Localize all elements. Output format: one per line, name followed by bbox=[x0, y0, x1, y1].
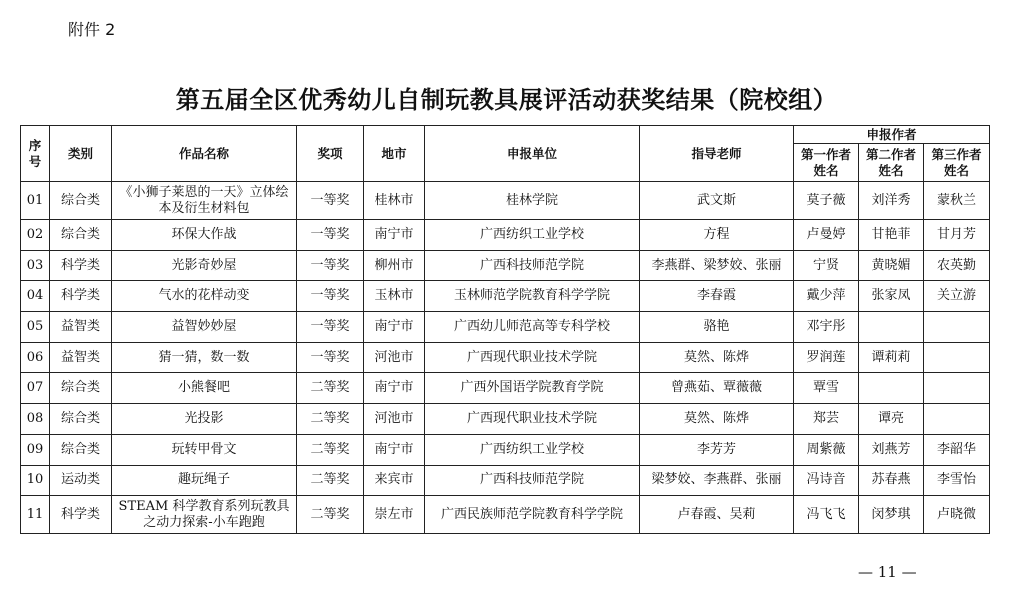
cell-seq: 11 bbox=[21, 496, 50, 534]
cell-category: 综合类 bbox=[50, 373, 112, 404]
cell-unit: 广西民族师范学院教育科学学院 bbox=[425, 496, 640, 534]
cell-city: 桂林市 bbox=[364, 182, 425, 220]
cell-work-name: 光影奇妙屋 bbox=[112, 250, 297, 281]
cell-work-name: 环保大作战 bbox=[112, 220, 297, 251]
table-body bbox=[21, 182, 990, 534]
cell-seq: 09 bbox=[21, 434, 50, 465]
cell-seq: 03 bbox=[21, 250, 50, 281]
cell-teacher: 卢春霞、吴莉 bbox=[640, 496, 794, 534]
cell-author1: 覃雪 bbox=[794, 373, 859, 404]
cell-author1: 宁贤 bbox=[794, 250, 859, 281]
cell-unit: 广西纺织工业学校 bbox=[425, 220, 640, 251]
cell-seq: 06 bbox=[21, 342, 50, 373]
header-unit: 申报单位 bbox=[425, 126, 640, 182]
cell-author3 bbox=[924, 404, 990, 435]
cell-seq: 01 bbox=[21, 182, 50, 220]
cell-city: 南宁市 bbox=[364, 220, 425, 251]
cell-city: 南宁市 bbox=[364, 434, 425, 465]
cell-author1: 邓宇彤 bbox=[794, 312, 859, 343]
table-row bbox=[21, 312, 990, 343]
table-row bbox=[21, 250, 990, 281]
header-teacher: 指导老师 bbox=[640, 126, 794, 182]
cell-author2: 甘艳菲 bbox=[859, 220, 924, 251]
cell-seq: 05 bbox=[21, 312, 50, 343]
header-award: 奖项 bbox=[297, 126, 364, 182]
cell-seq: 08 bbox=[21, 404, 50, 435]
cell-category: 综合类 bbox=[50, 220, 112, 251]
cell-award: 一等奖 bbox=[297, 312, 364, 343]
page-number: — 11 — bbox=[858, 563, 917, 581]
cell-seq: 02 bbox=[21, 220, 50, 251]
table-row bbox=[21, 281, 990, 312]
cell-author1: 冯诗音 bbox=[794, 465, 859, 496]
cell-author3: 关立游 bbox=[924, 281, 990, 312]
cell-work-name: 气水的花样动变 bbox=[112, 281, 297, 312]
cell-teacher: 李春霞 bbox=[640, 281, 794, 312]
cell-category: 科学类 bbox=[50, 281, 112, 312]
table-row bbox=[21, 373, 990, 404]
header-seq: 序号 bbox=[21, 126, 50, 182]
cell-city: 南宁市 bbox=[364, 312, 425, 343]
cell-unit: 广西现代职业技术学院 bbox=[425, 404, 640, 435]
header-city: 地市 bbox=[364, 126, 425, 182]
cell-city: 柳州市 bbox=[364, 250, 425, 281]
cell-author1: 冯飞飞 bbox=[794, 496, 859, 534]
cell-seq: 10 bbox=[21, 465, 50, 496]
cell-author3 bbox=[924, 312, 990, 343]
cell-award: 一等奖 bbox=[297, 220, 364, 251]
cell-category: 科学类 bbox=[50, 250, 112, 281]
cell-city: 河池市 bbox=[364, 404, 425, 435]
cell-author3: 甘月芳 bbox=[924, 220, 990, 251]
cell-teacher: 李芳芳 bbox=[640, 434, 794, 465]
cell-city: 河池市 bbox=[364, 342, 425, 373]
attachment-label: 附件 2 bbox=[68, 20, 116, 39]
cell-work-name: 趣玩绳子 bbox=[112, 465, 297, 496]
cell-author1: 郑芸 bbox=[794, 404, 859, 435]
cell-award: 二等奖 bbox=[297, 373, 364, 404]
cell-award: 一等奖 bbox=[297, 281, 364, 312]
awards-table bbox=[20, 125, 990, 534]
cell-category: 综合类 bbox=[50, 434, 112, 465]
cell-teacher: 莫然、陈烨 bbox=[640, 342, 794, 373]
cell-work-name: 玩转甲骨文 bbox=[112, 434, 297, 465]
cell-award: 二等奖 bbox=[297, 465, 364, 496]
table-row bbox=[21, 182, 990, 220]
cell-unit: 桂林学院 bbox=[425, 182, 640, 220]
cell-category: 运动类 bbox=[50, 465, 112, 496]
table-row bbox=[21, 434, 990, 465]
cell-author2: 闵梦琪 bbox=[859, 496, 924, 534]
header-category: 类别 bbox=[50, 126, 112, 182]
cell-award: 一等奖 bbox=[297, 342, 364, 373]
header-author1: 第一作者姓名 bbox=[794, 144, 859, 182]
cell-work-name: 小熊餐吧 bbox=[112, 373, 297, 404]
cell-author3: 农英勤 bbox=[924, 250, 990, 281]
cell-award: 二等奖 bbox=[297, 496, 364, 534]
cell-award: 二等奖 bbox=[297, 434, 364, 465]
cell-unit: 广西纺织工业学校 bbox=[425, 434, 640, 465]
cell-author2: 刘燕芳 bbox=[859, 434, 924, 465]
cell-unit: 广西幼儿师范高等专科学校 bbox=[425, 312, 640, 343]
cell-seq: 04 bbox=[21, 281, 50, 312]
cell-teacher: 方程 bbox=[640, 220, 794, 251]
table-row bbox=[21, 465, 990, 496]
cell-author3 bbox=[924, 373, 990, 404]
document-title: 第五届全区优秀幼儿自制玩教具展评活动获奖结果（院校组） bbox=[175, 86, 838, 114]
cell-author2: 刘洋秀 bbox=[859, 182, 924, 220]
cell-unit: 广西科技师范学院 bbox=[425, 250, 640, 281]
header-authors-group: 申报作者 bbox=[794, 126, 990, 144]
cell-unit: 广西外国语学院教育学院 bbox=[425, 373, 640, 404]
cell-author1: 戴少萍 bbox=[794, 281, 859, 312]
cell-author1: 罗润莲 bbox=[794, 342, 859, 373]
cell-author3 bbox=[924, 342, 990, 373]
cell-author2: 苏春燕 bbox=[859, 465, 924, 496]
cell-author2 bbox=[859, 373, 924, 404]
cell-work-name: 益智妙妙屋 bbox=[112, 312, 297, 343]
cell-unit: 广西科技师范学院 bbox=[425, 465, 640, 496]
cell-teacher: 骆艳 bbox=[640, 312, 794, 343]
table-row bbox=[21, 342, 990, 373]
cell-category: 科学类 bbox=[50, 496, 112, 534]
cell-award: 二等奖 bbox=[297, 404, 364, 435]
table-row bbox=[21, 404, 990, 435]
header-author2: 第二作者姓名 bbox=[859, 144, 924, 182]
cell-work-name: 《小狮子莱恩的一天》立体绘本及衍生材料包 bbox=[112, 182, 297, 220]
cell-city: 南宁市 bbox=[364, 373, 425, 404]
cell-city: 来宾市 bbox=[364, 465, 425, 496]
table-row bbox=[21, 496, 990, 534]
cell-teacher: 梁梦姣、李燕群、张丽 bbox=[640, 465, 794, 496]
cell-unit: 玉林师范学院教育科学学院 bbox=[425, 281, 640, 312]
cell-category: 综合类 bbox=[50, 182, 112, 220]
cell-work-name: 光投影 bbox=[112, 404, 297, 435]
cell-author2: 张家凤 bbox=[859, 281, 924, 312]
cell-author3: 李雪怡 bbox=[924, 465, 990, 496]
cell-author2 bbox=[859, 312, 924, 343]
cell-author3: 蒙秋兰 bbox=[924, 182, 990, 220]
cell-author3: 卢晓微 bbox=[924, 496, 990, 534]
cell-category: 综合类 bbox=[50, 404, 112, 435]
cell-author2: 黄晓媚 bbox=[859, 250, 924, 281]
cell-seq: 07 bbox=[21, 373, 50, 404]
cell-work-name: STEAM 科学教育系列玩教具之动力探索-小车跑跑 bbox=[112, 496, 297, 534]
cell-category: 益智类 bbox=[50, 312, 112, 343]
table-row bbox=[21, 220, 990, 251]
cell-unit: 广西现代职业技术学院 bbox=[425, 342, 640, 373]
cell-city: 崇左市 bbox=[364, 496, 425, 534]
cell-teacher: 曾燕茹、覃薇薇 bbox=[640, 373, 794, 404]
cell-author1: 周紫薇 bbox=[794, 434, 859, 465]
cell-city: 玉林市 bbox=[364, 281, 425, 312]
cell-teacher: 莫然、陈烨 bbox=[640, 404, 794, 435]
cell-author2: 谭亮 bbox=[859, 404, 924, 435]
header-author3: 第三作者姓名 bbox=[924, 144, 990, 182]
cell-author2: 谭莉莉 bbox=[859, 342, 924, 373]
cell-category: 益智类 bbox=[50, 342, 112, 373]
cell-author1: 卢曼婷 bbox=[794, 220, 859, 251]
cell-teacher: 李燕群、梁梦姣、张丽 bbox=[640, 250, 794, 281]
header-work-name: 作品名称 bbox=[112, 126, 297, 182]
cell-work-name: 猜一猜，数一数 bbox=[112, 342, 297, 373]
cell-author3: 李韶华 bbox=[924, 434, 990, 465]
cell-award: 一等奖 bbox=[297, 182, 364, 220]
cell-teacher: 武文斯 bbox=[640, 182, 794, 220]
cell-author1: 莫子薇 bbox=[794, 182, 859, 220]
cell-award: 一等奖 bbox=[297, 250, 364, 281]
